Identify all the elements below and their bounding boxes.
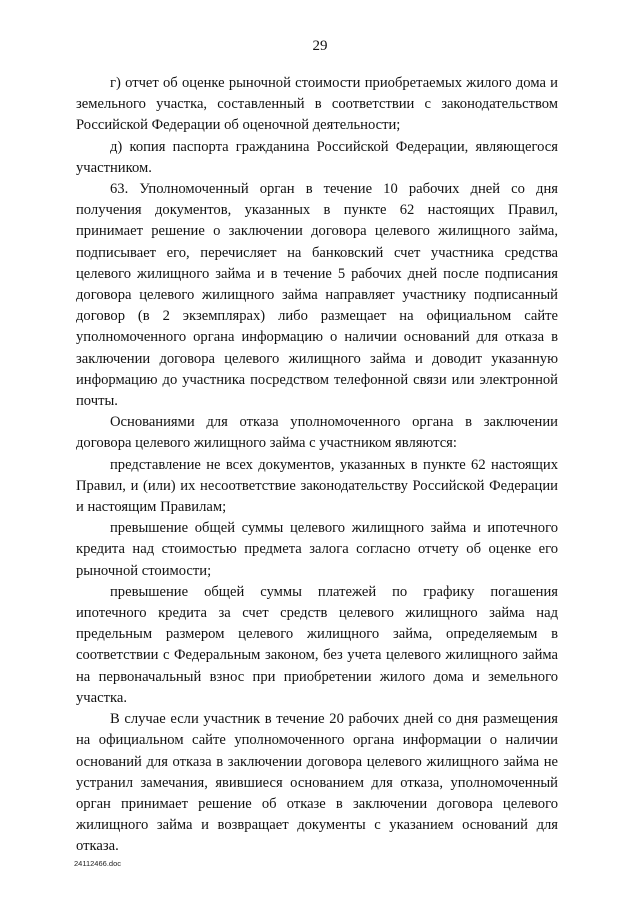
paragraph-refusal-decision: В случае если участник в течение 20 рабочих дней со дня размещения на официальном сайте уполномоченного органа информации о наличии оснований для отказа в заключении договора целевого жилищного займа не устранил замечания, явившиеся основанием для отказа, уполномоченный орган принимает решение об отказе в заключении договора целевого жилищного займа и возвращает документы с указанием оснований для отказа. xyxy=(76,711,558,855)
paragraph-d-passport-copy: д) копия паспорта гражданина Российской Федерации, являющегося участником. xyxy=(76,138,558,176)
paragraph-ground-exceeds-collateral: превышение общей суммы целевого жилищного займа и ипотечного кредита над стоимостью предмета залога согласно отчету об оценке его рыночной стоимости; xyxy=(76,520,558,579)
paragraph-ground-incomplete-documents: представление не всех документов, указанных в пункте 62 настоящих Правил, и (или) их несоответствие законодательству Российской Федерации и настоящим Правилам; xyxy=(76,456,558,516)
document-filename: 24112466.doc xyxy=(74,859,121,868)
document-body xyxy=(76,73,558,858)
page-number: 29 xyxy=(312,38,328,54)
paragraph-ground-exceeds-limit: превышение общей суммы платежей по графику погашения ипотечного кредита за счет средств целевого жилищного займа над предельным размером целевого жилищного займа, определяемым в соответствии с Федеральным законом, без учета целевого жилищного займа на первоначальный взнос при приобретении жилого дома и земельного участка. xyxy=(76,583,558,706)
paragraph-refusal-grounds-intro: Основаниями для отказа уполномоченного органа в заключении договора целевого жилищного займа с участником являются: xyxy=(76,414,558,452)
paragraph-g-appraisal-report: г) отчет об оценке рыночной стоимости приобретаемых жилого дома и земельного участка, составленный в соответствии с законодательством Российской Федерации об оценочной деятельности; xyxy=(76,75,558,134)
paragraph-63-decision: 63. Уполномоченный орган в течение 10 рабочих дней со дня получения документов, указанных в пункте 62 настоящих Правил, принимает решение о заключении договора целевого жилищного займа, подписывает его, перечисляет на банковский счет участника средства целевого жилищного займа и в течение 5 рабочих дней после подписания договора целевого жилищного займа направляет участнику подписанный договор (в 2 экземплярах) либо размещает на официальном сайте уполномоченного органа информацию о наличии оснований для отказа в заключении договора целевого жилищного займа и доводит указанную информацию до участника посредством телефонной связи или электронной почты. xyxy=(76,181,558,410)
